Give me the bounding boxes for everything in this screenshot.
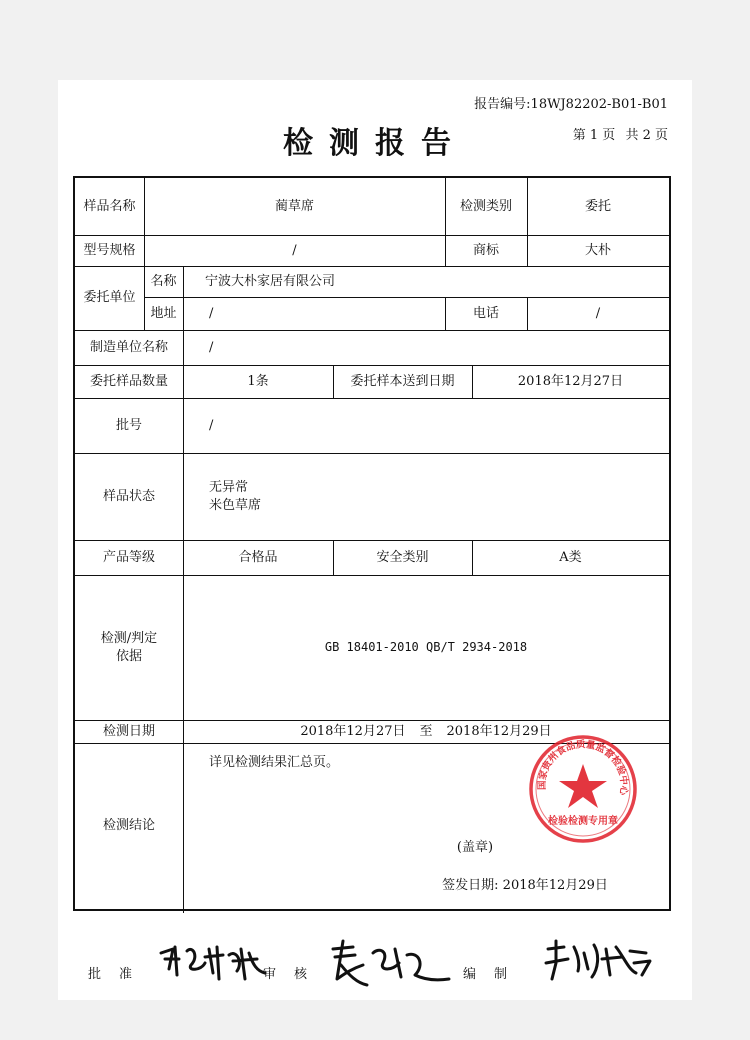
sample-name-label: 样品名称	[83, 198, 136, 214]
client-label: 委托单位	[83, 290, 136, 306]
page-total: 共 2 页	[625, 128, 668, 143]
basis-value: GB 18401-2010 QB/T 2934-2018	[324, 640, 528, 655]
basis-label-line-2: 依据	[115, 648, 142, 664]
approve-label: 批准	[88, 967, 151, 982]
delivery-date-value: 2018年12月27日	[517, 373, 624, 389]
seal-star-icon	[559, 764, 607, 808]
client-name-label: 名称	[150, 273, 177, 289]
manufacturer-value: /	[209, 339, 214, 355]
test-date-to: 至	[419, 723, 433, 739]
basis-label-line-1: 检测/判定	[100, 630, 158, 646]
quantity-label: 委托样品数量	[89, 373, 168, 389]
manufacturer-label: 制造单位名称	[89, 339, 168, 355]
batch-value: /	[209, 417, 214, 433]
conclusion-label: 检测结论	[102, 818, 155, 834]
model-label: 型号规格	[83, 242, 136, 258]
page-current: 第 1 页	[572, 128, 616, 143]
status-line-2: 米色草席	[209, 497, 262, 513]
official-seal	[528, 734, 638, 844]
status-line-1: 无异常	[209, 479, 249, 495]
status-value	[183, 453, 669, 540]
delivery-date-label: 委托样本送到日期	[350, 373, 455, 389]
phone-value: /	[595, 305, 601, 321]
status-label: 样品状态	[102, 488, 155, 504]
compile-label: 编制	[463, 967, 526, 982]
test-date-end: 2018年12月29日	[446, 723, 552, 739]
brand-label: 商标	[472, 242, 499, 258]
test-category-value: 委托	[584, 198, 611, 214]
conclusion-value: 详见检测结果汇总页。	[209, 755, 340, 771]
page-info	[567, 124, 668, 143]
report-title: 检测报告	[283, 126, 467, 161]
basis-label	[75, 575, 183, 720]
grade-value: 合格品	[238, 549, 278, 565]
test-category-label: 检测类别	[459, 198, 512, 214]
issue-date: 签发日期: 2018年12月29日	[442, 878, 608, 894]
batch-label: 批号	[115, 417, 142, 433]
review-label: 审核	[263, 967, 326, 982]
seal-text-top: 国家贵州食品质量监督检验中心	[536, 739, 630, 796]
phone-label: 电话	[472, 305, 499, 321]
safety-label: 安全类别	[376, 549, 429, 565]
report-number: 报告编号:18WJ82202-B01-B01	[474, 97, 668, 112]
seal-text-bottom: 检验检测专用章	[548, 816, 618, 827]
test-date-start: 2018年12月27日	[300, 723, 406, 739]
report-sheet	[58, 80, 692, 1000]
review-signature	[323, 935, 453, 990]
model-value: /	[292, 242, 297, 258]
safety-value: A类	[559, 549, 582, 565]
brand-value: 大朴	[584, 242, 611, 258]
quantity-value: 1条	[247, 373, 269, 389]
client-address-value: /	[209, 305, 214, 321]
approve-signature	[153, 935, 273, 985]
compile-signature	[538, 935, 658, 985]
sample-name-value: 蔺草席	[274, 198, 314, 214]
grade-label: 产品等级	[102, 549, 155, 565]
signature-row	[58, 935, 692, 995]
test-date-label: 检测日期	[102, 723, 155, 739]
seal-note: (盖章)	[456, 840, 494, 856]
client-name-value: 宁波大朴家居有限公司	[205, 273, 336, 289]
client-address-label: 地址	[150, 305, 177, 321]
